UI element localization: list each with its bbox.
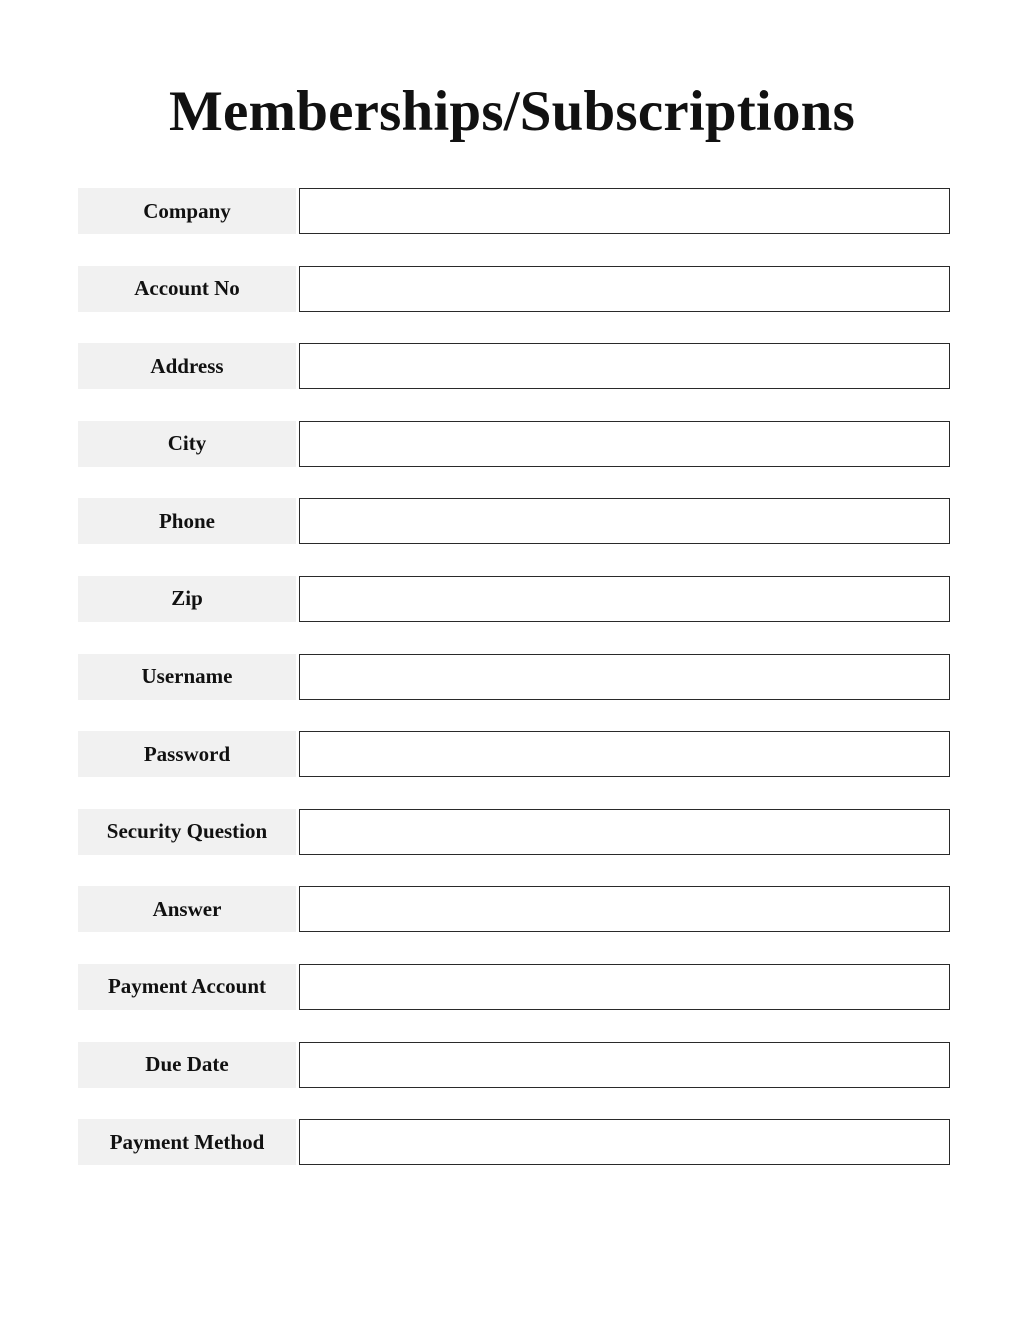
payment-account-label: Payment Account bbox=[78, 964, 296, 1010]
security-question-field[interactable] bbox=[299, 809, 950, 855]
password-field[interactable] bbox=[299, 731, 950, 777]
payment-method-label: Payment Method bbox=[78, 1119, 296, 1165]
password-row bbox=[78, 731, 950, 777]
account-no-row bbox=[78, 266, 950, 312]
security-question-label: Security Question bbox=[78, 809, 296, 855]
username-row bbox=[78, 654, 950, 700]
company-label: Company bbox=[78, 188, 296, 234]
company-row bbox=[78, 188, 950, 234]
account-no-label: Account No bbox=[78, 266, 296, 312]
phone-label: Phone bbox=[78, 498, 296, 544]
username-field[interactable] bbox=[299, 654, 950, 700]
answer-label: Answer bbox=[78, 886, 296, 932]
due-date-row bbox=[78, 1042, 950, 1088]
membership-form bbox=[78, 188, 950, 1197]
security-question-row bbox=[78, 809, 950, 855]
company-field[interactable] bbox=[299, 188, 950, 234]
payment-account-row bbox=[78, 964, 950, 1010]
city-field[interactable] bbox=[299, 421, 950, 467]
password-label: Password bbox=[78, 731, 296, 777]
zip-field[interactable] bbox=[299, 576, 950, 622]
city-row bbox=[78, 421, 950, 467]
username-label: Username bbox=[78, 654, 296, 700]
city-label: City bbox=[78, 421, 296, 467]
phone-row bbox=[78, 498, 950, 544]
payment-account-field[interactable] bbox=[299, 964, 950, 1010]
account-no-field[interactable] bbox=[299, 266, 950, 312]
page-title: Memberships/Subscriptions bbox=[169, 80, 855, 143]
zip-row bbox=[78, 576, 950, 622]
answer-row bbox=[78, 886, 950, 932]
payment-method-field[interactable] bbox=[299, 1119, 950, 1165]
due-date-field[interactable] bbox=[299, 1042, 950, 1088]
address-label: Address bbox=[78, 343, 296, 389]
address-row bbox=[78, 343, 950, 389]
payment-method-row bbox=[78, 1119, 950, 1165]
due-date-label: Due Date bbox=[78, 1042, 296, 1088]
answer-field[interactable] bbox=[299, 886, 950, 932]
address-field[interactable] bbox=[299, 343, 950, 389]
zip-label: Zip bbox=[78, 576, 296, 622]
phone-field[interactable] bbox=[299, 498, 950, 544]
